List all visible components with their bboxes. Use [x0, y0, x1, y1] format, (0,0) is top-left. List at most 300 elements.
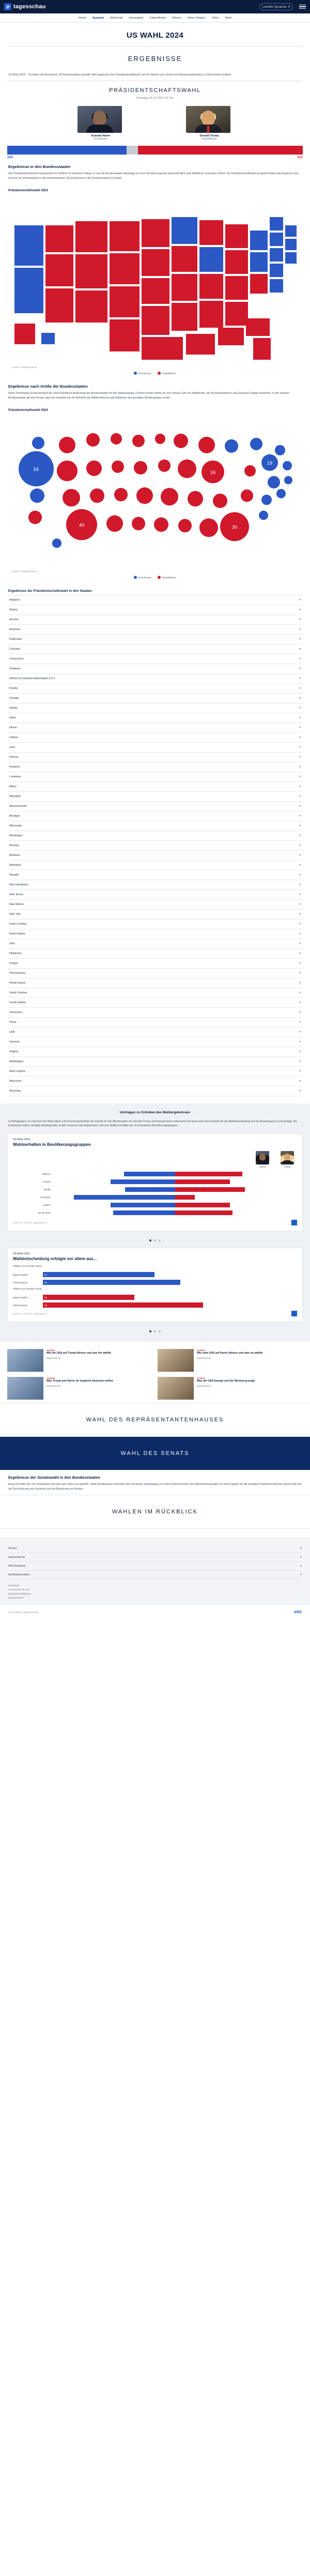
footer-link-barrierefreiheit[interactable]: Barrierefreiheit — [8, 1596, 23, 1599]
state-row[interactable] — [7, 998, 303, 1008]
poll2-row-track: 54 — [43, 1280, 297, 1285]
nav-item-video[interactable]: Video — [211, 16, 219, 20]
state-row[interactable] — [7, 969, 303, 978]
state-row[interactable] — [7, 654, 303, 664]
teaser-kicker: Analyse — [47, 1377, 55, 1380]
retro-section — [0, 1495, 310, 1529]
top-bar — [0, 0, 310, 13]
state-row[interactable] — [7, 625, 303, 635]
electoral-bar-neutral — [127, 146, 138, 155]
state-row[interactable] — [7, 713, 303, 723]
state-name: South Carolina — [9, 991, 27, 994]
state-name: Georgia — [9, 696, 19, 700]
poll-bars-harris — [53, 1170, 175, 1217]
state-row[interactable] — [7, 664, 303, 674]
state-row[interactable] — [7, 831, 303, 841]
chevron-down-icon: ▾ — [299, 1011, 301, 1015]
us-bubble-map[interactable] — [0, 412, 310, 574]
state-row[interactable] — [7, 851, 303, 861]
poll-card2-group2-bars — [13, 1293, 297, 1308]
state-row[interactable] — [7, 684, 303, 694]
state-name: New Hampshire — [9, 883, 28, 886]
copyright: © ARD-aktuell / tagesschau.de — [8, 1611, 38, 1614]
chevron-down-icon: ▾ — [299, 903, 301, 907]
state-name: Utah — [9, 1030, 15, 1034]
brand-name: tagesschau — [13, 4, 46, 10]
state-row[interactable] — [7, 1047, 303, 1057]
poll2-row-track: 63 — [43, 1302, 297, 1308]
state-row[interactable] — [7, 890, 303, 900]
teaser-source: tagesschau.de — [197, 1357, 211, 1360]
electoral-numbers — [0, 156, 310, 159]
state-name: Tennessee — [9, 1010, 23, 1014]
chevron-down-icon: ▾ — [299, 756, 301, 759]
teaser-headline: Was Trump und Harris im Vergleich bewerten wollen — [47, 1379, 113, 1383]
poll-card2-footer — [13, 1311, 297, 1316]
chevron-down-icon: ▾ — [299, 923, 301, 926]
candidate-trump-name: Donald Trump — [199, 134, 219, 137]
poll-thumb-harris: Harris — [256, 1151, 269, 1168]
teaser-kicker: Analyse — [47, 1349, 55, 1352]
chevron-down-icon: ▾ — [299, 815, 301, 818]
house-band-title: WAHL DES REPRÄSENTANTENHAUSES — [0, 1403, 310, 1436]
teaser-source: tagesschau.de — [197, 1385, 211, 1388]
state-row[interactable] — [7, 674, 303, 684]
poll-card2-group1-label: Wähler von Kamala Harris — [13, 1265, 42, 1268]
poll2-row — [13, 1302, 297, 1308]
state-name: Oklahoma — [9, 952, 22, 955]
poll-card-groups — [7, 1133, 303, 1231]
candidate-harris — [78, 106, 124, 141]
poll-bar-trump: 45 — [175, 1201, 297, 1209]
state-name: Rhode Island — [9, 981, 25, 985]
legend-rep: Republikaner — [158, 372, 176, 375]
state-name: Arkansas — [9, 627, 21, 631]
state-name: Florida — [9, 686, 18, 690]
chevron-down-icon: ▾ — [299, 1090, 301, 1093]
nav-item-inland[interactable]: Inland — [78, 16, 86, 20]
chevron-down-icon: ▾ — [299, 1070, 301, 1074]
chevron-down-icon: ▾ — [299, 972, 301, 975]
chevron-down-icon: ▾ — [299, 1001, 301, 1005]
presidential-heading: PRÄSIDENTSCHAFTSWAHL — [109, 87, 201, 94]
chevron-down-icon: ▾ — [299, 795, 301, 799]
chevron-down-icon: ▾ — [299, 687, 301, 691]
chevron-down-icon: ▾ — [299, 844, 301, 848]
nav-item-investigativ[interactable]: Investigativ — [129, 16, 144, 20]
chevron-down-icon: ▾ — [299, 893, 301, 897]
poll-row-label: Frauen — [43, 1180, 51, 1184]
state-row[interactable] — [7, 772, 303, 782]
state-name: Maryland — [9, 794, 21, 798]
poll-bar-harris: 83 — [53, 1193, 175, 1201]
bubble-subtitle: Präsidentschaftswahl 2024 — [8, 408, 48, 412]
retro-band-title: WAHLEN IM RÜCKBLICK — [0, 1495, 310, 1528]
poll-bar-trump: 16 — [175, 1193, 297, 1201]
state-row[interactable] — [7, 939, 303, 949]
state-name: Wisconsin — [9, 1079, 22, 1083]
state-row[interactable] — [7, 880, 303, 890]
language-toggle[interactable] — [259, 3, 293, 10]
state-name: Illinois — [9, 726, 17, 729]
poll-bar-harris: 53 — [53, 1201, 175, 1209]
state-row[interactable] — [7, 743, 303, 753]
state-row[interactable] — [7, 723, 303, 733]
legend-dem: Demokraten — [134, 372, 151, 375]
poll-bars-trump — [175, 1170, 297, 1217]
chevron-down-icon: ▾ — [299, 942, 301, 946]
poll-bar-trump: 45 — [175, 1178, 297, 1186]
share-icon[interactable] — [291, 1220, 297, 1225]
state-row[interactable] — [7, 949, 303, 959]
state-row[interactable] — [7, 841, 303, 851]
chevron-down-icon: ▾ — [299, 667, 301, 671]
state-name: North Carolina — [9, 922, 27, 926]
poll-carousel-dots-2[interactable] — [0, 1327, 310, 1332]
results-intro-text: US-Wahl 2024 – So haben die Amerikaner US-Bundesstaaten gewählt. Alle Ergebnisse der Präsidentschaftswahl und der Wahlen zum Senat und Repräsentantenhaus in Übersichten Grafiken. — [8, 73, 232, 76]
chevron-down-icon: ▾ — [299, 1040, 301, 1044]
state-name: District of Columbia (Washington D.C.) — [9, 677, 55, 680]
state-name: Virginia — [9, 1050, 19, 1053]
state-row[interactable] — [7, 900, 303, 910]
nav-item-faktenfinder[interactable]: Faktenfinder — [149, 16, 166, 20]
us-results-map[interactable] — [0, 192, 310, 370]
nav-item-meine-region[interactable]: Meine Region — [188, 16, 206, 20]
poll-card2-source: Quelle: AP VoteCast / tagesschau.de — [13, 1312, 47, 1315]
state-row[interactable] — [7, 753, 303, 762]
poll-row-label: Männer — [42, 1173, 51, 1176]
state-name: Nebraska — [9, 863, 21, 867]
senate-text-block — [0, 1470, 310, 1495]
house-section — [0, 1403, 310, 1437]
state-row[interactable] — [7, 782, 303, 792]
results-intro-block — [0, 68, 310, 81]
chevron-down-icon: ▾ — [299, 932, 301, 936]
chevron-down-icon: ▾ — [299, 785, 301, 789]
poll-bar-harris: 42 — [53, 1170, 175, 1178]
chevron-down-icon: ▾ — [299, 962, 301, 965]
state-name: Alaska — [9, 608, 18, 611]
state-row[interactable] — [7, 1028, 303, 1037]
teaser-body — [197, 1377, 255, 1400]
polls-intro: In Befragungen vor und nach der Wahl haben US-Forschungsinstitute die Gründe für das Abschneiden von Donald Trump und Kamala Harris untersucht und auch nach den Gründen für die Wahlentscheidung und die Bewertung im Land gefragt. Die Ergebnisse helfen, wichtige Anhaltspunkte zu den Ursachen des Ergebnisses und zum Wählerverhalten bei verschiedenen Bevölkerungsgruppen. — [8, 1120, 298, 1128]
svg-text:40: 40 — [79, 522, 85, 528]
state-row[interactable] — [7, 870, 303, 880]
teaser-thumbnail — [7, 1377, 43, 1400]
state-row[interactable] — [7, 988, 303, 998]
state-row[interactable] — [7, 762, 303, 772]
footer-row-tagesschau[interactable]: tagesschau.de ▾ — [8, 1553, 302, 1562]
poll-row-label: Weiße — [43, 1188, 51, 1191]
states-accordion[interactable] — [7, 595, 303, 1096]
chevron-down-icon: ▾ — [288, 5, 290, 9]
poll2-row-track: 44 — [43, 1272, 297, 1277]
teaser-item[interactable] — [158, 1377, 303, 1400]
poll-carousel-dots[interactable] — [0, 1236, 310, 1241]
state-row[interactable] — [7, 861, 303, 870]
footer-link-kontakt[interactable]: So erreichen Sie uns — [8, 1588, 29, 1591]
state-row[interactable] — [7, 978, 303, 988]
state-row[interactable] — [7, 733, 303, 743]
share-icon-2[interactable] — [291, 1311, 297, 1316]
footer-row-ard[interactable]: ARD-Angebote ▾ — [8, 1562, 302, 1571]
map-subtitle: Präsidentschaftswahl 2024 — [8, 189, 48, 192]
state-row[interactable] — [7, 635, 303, 645]
map-legend — [0, 370, 310, 379]
state-row[interactable] — [7, 703, 303, 713]
state-row[interactable] — [7, 605, 303, 615]
chevron-down-icon: ▾ — [299, 805, 301, 808]
poll-bar-harris: 41 — [53, 1186, 175, 1193]
nav-item-wissen[interactable]: Wissen — [172, 16, 182, 20]
state-row[interactable] — [7, 811, 303, 821]
chevron-down-icon: ▾ — [299, 873, 301, 877]
poll2-row-label: gegen Wahlen — [13, 1273, 28, 1276]
poll2-row — [13, 1295, 297, 1300]
chevron-down-icon: ▾ — [299, 677, 301, 681]
state-name: Michigan — [9, 814, 20, 818]
chevron-down-icon: ▾ — [299, 864, 301, 867]
chevron-down-icon: ▾ — [299, 982, 301, 985]
state-name: New York — [9, 912, 21, 916]
state-name: Minnesota — [9, 824, 22, 827]
bubble-section-text: Diese Darstellung veranschaulicht die unterschiedliche Bedeutung der Bundesstaaten für den Wahlausgang. Größere Kreise stehen für eine höhere Zahl von Wahlleuten, die ein Bundesstaat in das Electoral College entsendet. In den meisten Bundesstaaten gilt das Prinzip, dass der Kandidat mit der Mehrheit der Wählerstimmen alle Wahlleute des jeweiligen Bundesstaates erhält. — [8, 391, 289, 400]
ard-logo: ARD — [293, 1610, 302, 1614]
chevron-down-icon: ▾ — [299, 648, 301, 651]
poll2-row-label: gegen Wahlen — [13, 1296, 28, 1299]
chevron-down-icon: ▾ — [299, 707, 301, 710]
state-row[interactable] — [7, 595, 303, 605]
state-row[interactable] — [7, 919, 303, 929]
state-name: Maine — [9, 785, 17, 788]
state-name: Pennsylvania — [9, 971, 25, 975]
teaser-headline: Wie die USA auf Trump blicken und was ihn wählte — [47, 1352, 112, 1355]
state-row[interactable] — [7, 1057, 303, 1067]
poll-bar-harris: 51 — [53, 1209, 175, 1217]
nav-item-wirtschaft[interactable]: Wirtschaft — [110, 16, 123, 20]
poll-bar-harris: 53 — [53, 1178, 175, 1186]
presidential-date: Dienstag, 05.11.2024, 06 Uhr — [136, 96, 174, 100]
poll-row-label: 18-29 Jahre — [38, 1212, 51, 1215]
footer-bottom — [0, 1605, 310, 1619]
avatar-harris — [78, 106, 122, 133]
state-name: Missouri — [9, 844, 20, 847]
chevron-down-icon: ▾ — [299, 834, 301, 838]
state-row[interactable] — [7, 645, 303, 654]
chevron-down-icon: ▾ — [299, 618, 301, 622]
teaser-headline: Wie viele USA auf Harris blicken und was sie wählte — [197, 1352, 263, 1355]
teaser-thumbnail — [7, 1349, 43, 1372]
state-name: Wyoming — [9, 1089, 21, 1093]
footer-link-impressum[interactable]: Impressum — [8, 1584, 20, 1587]
poll-card2-title: Wahlentscheidung erfolgte vor allem aus... — [13, 1256, 97, 1262]
state-name: Washington — [9, 1060, 24, 1063]
poll2-row — [13, 1280, 297, 1285]
chevron-down-icon: ▾ — [299, 1080, 301, 1083]
svg-text:54: 54 — [33, 466, 39, 472]
state-row[interactable] — [7, 821, 303, 831]
footer-row-service[interactable]: Service ▾ — [8, 1544, 302, 1553]
chevron-down-icon: ▾ — [299, 765, 301, 769]
chevron-down-icon: ▾ — [299, 952, 301, 956]
footer-link-datenschutz[interactable]: Datenschutzerklärung — [8, 1592, 30, 1595]
chevron-down-icon: ▾ — [299, 608, 301, 612]
svg-text:16: 16 — [210, 469, 216, 475]
state-name: New Jersey — [9, 893, 24, 896]
chevron-down-icon: ▾ — [299, 657, 301, 661]
map-section-text: Das Präsidentschaftswahl entscheidet sich letztlich im Electoral College. In das die Bundesstaaten abhängig von ihrer Bevölkerungszahl unterschiedlich viele Wahlleute entsenden dürfen. Die Präsidentschaftswahl ist damit letztlich das Ergebnis einer Summe von Einzelwahlen in den Bundesstaaten. Die Ergebnisse in den Bundesstaaten im Detail: — [8, 172, 299, 180]
state-row[interactable] — [7, 792, 303, 802]
footer-links[interactable] — [8, 1580, 302, 1600]
map-section-title: Ergebnisse in den Bundesstaaten — [8, 164, 71, 169]
chevron-down-icon: ▾ — [299, 726, 301, 730]
poll-card1-source: Quelle: AP VoteCast / tagesschau.de — [13, 1221, 47, 1224]
poll2-row-track: 36 — [43, 1295, 297, 1300]
map-source-note: Quelle: AP/tagesschau.de — [12, 365, 38, 369]
us-map-svg[interactable] — [5, 194, 305, 365]
bubble-section-title: Ergebnisse nach Größe der Bundesstaaten — [8, 384, 88, 389]
state-name: Iowa — [9, 745, 15, 749]
footer — [0, 1537, 310, 1605]
chevron-down-icon: ▾ — [299, 854, 301, 857]
teaser-source: tagesschau.de — [47, 1357, 61, 1360]
results-heading: ERGEBNISSE — [128, 55, 182, 63]
footer-row-rundfunk[interactable]: Rundfunkanstalten ▾ — [8, 1571, 302, 1580]
teaser-item[interactable] — [7, 1377, 152, 1400]
state-name: New Mexico — [9, 902, 24, 906]
nav-item-ausland[interactable]: Ausland — [92, 16, 104, 20]
state-row[interactable] — [7, 1008, 303, 1018]
candidate-harris-name: Kamala Harris — [91, 134, 111, 137]
state-row[interactable] — [7, 1018, 303, 1028]
teaser-item[interactable] — [158, 1349, 303, 1372]
teaser-kicker: Analyse — [197, 1377, 206, 1380]
state-row[interactable] — [7, 1037, 303, 1047]
state-name: Mississippi — [9, 834, 23, 837]
senate-block-title: Ergebnisse der Senatswahl in den Bundesstaaten — [8, 1475, 100, 1480]
states-accordion-title: Ergebnisse der Präsidentschaftswahl in den Staaten — [8, 589, 92, 593]
electoral-dem-count: 226 — [7, 155, 13, 159]
chevron-down-icon: ▾ — [299, 736, 301, 740]
teaser-headline: Was die USA bewegt und die Stimmung prägt — [197, 1379, 255, 1383]
chevron-down-icon: ▾ — [299, 824, 301, 828]
state-name: South Dakota — [9, 1001, 26, 1004]
state-row[interactable] — [7, 694, 303, 703]
language-label: Leichte Sprache — [262, 5, 287, 9]
bubble-legend-rep: Republikaner — [158, 576, 176, 579]
senate-block-text: Etwa ein Drittel der 100 Senatssitze wird alle zwei Jahre neu gewählt. Jeder Bundesstaat entsendet zwei Senatoren unabhängig von seiner Einwohnerzahl. Die Wahlentscheidungen im Senat spielen für die jeweilige Präsidentschaft eine große Rolle bei der Durchsetzung von Gesetzen und der Besetzung von Ämtern. — [8, 1483, 302, 1491]
nav-item-mehr[interactable]: Mehr — [225, 16, 232, 20]
teaser-item[interactable] — [7, 1349, 152, 1372]
electoral-bar — [0, 143, 310, 156]
poll-card2-group2-label: Wähler von Donald Trump — [13, 1288, 42, 1291]
teaser-source: tagesschau.de — [47, 1385, 61, 1388]
teaser-kicker: Analyse — [197, 1349, 206, 1352]
state-name: Colorado — [9, 647, 21, 651]
teaser-grid[interactable] — [0, 1342, 310, 1403]
state-name: Idaho — [9, 716, 16, 719]
chevron-down-icon: ▾ — [299, 1060, 301, 1064]
state-name: Kentucky — [9, 765, 21, 769]
poll-card1-footer — [13, 1220, 297, 1225]
state-row[interactable] — [7, 959, 303, 969]
poll-card-motivation — [7, 1248, 303, 1322]
avatar-trump — [186, 106, 230, 133]
chevron-down-icon-f3: ▾ — [300, 1565, 302, 1568]
state-name: Montana — [9, 853, 20, 857]
teaser-body — [47, 1377, 113, 1400]
poll-card1-title: Wahlverhalten in Bevölkerungsgruppen — [13, 1142, 91, 1147]
candidate-harris-party: Demokraten — [94, 137, 108, 141]
state-name: Massachusetts — [9, 804, 27, 808]
candidate-row — [0, 104, 310, 143]
teaser-thumbnail — [158, 1377, 194, 1400]
state-row[interactable] — [7, 910, 303, 919]
poll-row-label: Latinos — [43, 1204, 51, 1207]
state-name: Vermont — [9, 1040, 20, 1044]
state-row[interactable] — [7, 929, 303, 939]
state-name: North Dakota — [9, 932, 25, 936]
chevron-down-icon: ▾ — [299, 1021, 301, 1024]
poll-bar-trump: 55 — [175, 1170, 297, 1178]
state-name: Delaware — [9, 667, 21, 670]
poll-card2-kicker: US-Wahl 2024 — [13, 1252, 30, 1256]
chevron-down-icon: ▾ — [299, 638, 301, 641]
chevron-down-icon-f4: ▾ — [300, 1573, 302, 1577]
bubble-text-block — [0, 379, 310, 404]
tagesschau-logo-icon — [4, 3, 11, 10]
bubble-map-svg[interactable] — [5, 414, 305, 569]
poll-card2-group1-bars — [13, 1270, 297, 1285]
svg-text:19: 19 — [267, 460, 273, 466]
state-name: Louisiana — [9, 775, 21, 778]
state-name: Indiana — [9, 735, 19, 739]
page-title: US WAHL 2024 — [126, 31, 184, 40]
state-name: Arizona — [9, 618, 19, 621]
candidate-trump — [186, 106, 233, 141]
state-name: Hawaii — [9, 706, 18, 710]
teaser-body — [47, 1349, 111, 1372]
chevron-down-icon-f1: ▾ — [300, 1547, 302, 1551]
main-navigation[interactable] — [0, 13, 310, 23]
bubble-legend — [0, 574, 310, 583]
teaser-thumbnail — [158, 1349, 194, 1372]
state-name: West Virginia — [9, 1069, 25, 1073]
state-row[interactable] — [7, 1077, 303, 1086]
senate-band-title: WAHL DES SENATS — [0, 1437, 310, 1470]
bubble-legend-dem: Demokraten — [134, 576, 151, 579]
state-row[interactable] — [7, 802, 303, 811]
state-row[interactable] — [7, 1086, 303, 1096]
poll-card1-kicker: US-Wahl 2024 — [13, 1138, 30, 1142]
electoral-bar-rep — [138, 146, 303, 155]
hamburger-icon[interactable] — [299, 5, 306, 9]
svg-text:30: 30 — [231, 524, 238, 530]
poll2-row — [13, 1272, 297, 1277]
state-name: Kalifornien — [9, 637, 22, 641]
brand-logo[interactable] — [4, 3, 46, 10]
state-row[interactable] — [7, 1067, 303, 1077]
poll2-row-label: Überzeugung — [13, 1281, 27, 1284]
chevron-down-icon: ▾ — [299, 1031, 301, 1034]
poll-card1-bars — [13, 1170, 297, 1217]
state-name: Ohio — [9, 942, 15, 945]
chevron-down-icon: ▾ — [299, 913, 301, 916]
chevron-down-icon: ▾ — [299, 628, 301, 632]
poll2-row-label: Überzeugung — [13, 1304, 27, 1307]
state-row[interactable] — [7, 615, 303, 625]
bubble-source-note: Quelle: AP/tagesschau.de — [12, 570, 38, 573]
